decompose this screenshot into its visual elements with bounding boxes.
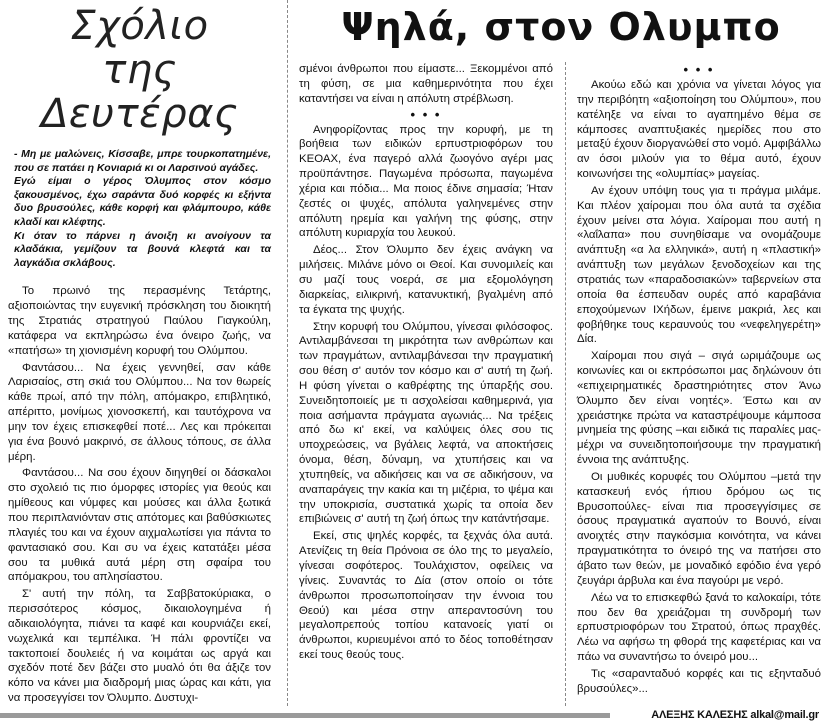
article-body <box>577 78 821 697</box>
paragraph: Χαίρομαι που σιγά – σιγά ωριμάζουμε ως κοινωνίες και οι εκπρόσωποι μας δηλώνουν ότι «επιχειρηματικές δραστηριότητες στον Άνω Όλυμπο δεν είναι νοητές». Έστω και αν χρειάστηκε πρώτα να καταστρέψουμε κάμποσα μνημεία της φύσης –και ειδικά τις παραλίες μας- μέχρι να συνειδητοποιήσουμε την πραγματική έννοια της ανάπτυξης. <box>577 350 821 467</box>
paragraph: Αν έχουν υπόψη τους για τι πράγμα μιλάμε. Και πλέον χαίρομαι που όλα αυτά τα σχέδια έχουν μείνει στα λόγια. Χαίρομαι που αυτή η «λαΐλαπα» που συνηθίσαμε να ονομάζουμε ανάπτυξη «α λα ελληνικά», αυτή η «πλαστική» ανάπτυξη των μεγάλων ξενοδοχείων και της στρατιάς των «παραδοσιακών» ταβερνείων στα οποία θα έσπευδαν ουρές από καραβάνια εποχούμενων ΙΧήδων, έμεινε μακριά, λες και φοβήθηκε τους κεραυνούς του «νεφεληγερέτη» Δία. <box>577 184 821 346</box>
column-divider <box>565 62 566 706</box>
article-headline: Ψηλά, στον Ολυμπο <box>341 5 781 49</box>
paragraph: Τις «σαρανταδυό κορφές και τις εξηνταδυό βρυσούλες»... <box>577 667 821 695</box>
column-left <box>0 0 277 708</box>
column-kicker <box>8 4 271 136</box>
paragraph: σμένοι άνθρωποι που είμαστε... Ξεκομμένοι από τη φύση, σε μια καθημερινότητα που έχει καταντήσει να είναι η απόλυτη στρέβλωση. <box>299 63 553 105</box>
article-body <box>8 284 271 706</box>
kicker-line: της Δευτέρας <box>40 47 239 137</box>
quote-line: Κι όταν το πάρνει η άνοιξη κι ανοίγουν τα κλαδάκια, γεμίζουν τα βουνά κλεφτά και τα λαγκάδια σκλάβους. <box>14 229 271 269</box>
paragraph: Στην κορυφή του Ολύμπου, γίνεσαι φιλόσοφος. Αντιλαμβάνεσαι τη μικρότητα των ανθρώπων και των πραγμάτων, αντιλαμβάνεσαι την πραγματική σου θέση σ' αυτόν τον κόσμο και σ' αυτή τη ζωή. Η φύση γίνεται ο καθρέφτης της ύπαρξής σου. Συνειδητοποιείς με τι ασχολείσαι καθημερινά, για ποια ασήμαντα πράγματα αγωνιάς... Να τρέξεις από δω κι' εκεί, να καλύψεις όλες σου τις υποχρεώσεις, να βγάλεις λεφτά, να αποκτήσεις όνομα, θέση, δύναμη, να χτυπήσεις και να χτυπηθείς, να αδικήσεις και να σε αδικήσουν, να αναπαράγεις την κακία και τη μιζέρια, το ψέμα και την υποκρισία, συστατικά χωρίς τα οποία δεν επιβιώνεις σ' αυτή τη ζωή όπως την κατάντήσαμε. <box>299 320 553 526</box>
paragraph: Δέος... Στον Όλυμπο δεν έχεις ανάγκη να μιλήσεις. Μιλάνε μόνο οι Θεοί. Και συνομιλείς και συ μαζί τους νοερά, σε μια εξομολόγηση διαρκείας, ειλικρινή, κατανυκτική, βγαλμένη από τα έγκατα της ψυχής. <box>299 244 553 316</box>
epigraph-quote <box>14 148 271 270</box>
author-signature: ΑΛΕΞΗΣ ΚΑΛΕΣΗΣ alkal@mail.gr <box>651 709 819 721</box>
paragraph: Φαντάσου... Να σου έχουν διηγηθεί οι δάσκαλοι στο σχολειό τις πιο όμορφες ιστορίες για θεούς και ημίθεους και νύμφες και μούσες και άλλα ξωτικά που περιπλανιόνταν στις απότομες και βαθύσκιωτες πλαγιές του και να έχουν αιχμαλωτίσει για πάντα το φαντασιακό σου. Και συ να έχεις κατατάξει μέσα σου τα μυθικά αυτά μέρη στη σφαίρα του απόμακρου, του απλησίαστου. <box>8 467 271 584</box>
column-divider <box>287 0 288 706</box>
page-footer <box>0 708 825 722</box>
column-middle <box>297 62 555 665</box>
paragraph: Σ' αυτή την πόλη, τα Σαββατοκύριακα, ο περισσότερος κόσμος, δικαιολογημένα ή αδικαιολόγητα, πιάνει τα καφέ και κουρνιάζει εκεί, νωχελικά και τεμπέλικα. Ή πάλι φροντίζει να τακτοποιεί δουλειές ή να κοιμάται ως αργά και σχεδόν ποτέ δεν βάζει στο μυαλό ότι θα άξιζε τον κόπο να κάνει μια διαδρομή μιας ώρας και κάτι, για να προσεγγίσει τον Όλυμπο. Δυστυχι- <box>8 588 271 705</box>
paragraph: Φαντάσου... Να έχεις γεννηθεί, σαν κάθε Λαρισαίος, στη σκιά του Ολύμπου... Να τον θωρείς κάθε πρωί, από την πόλη, απόμακρο, επιβλητικό, απέριττο, μονίμως χιονοσκεπή, και ταυτόχρονα να μην τον έχεις επισκεφθεί ποτέ... Λες και πρόκειται για ένα βουνό μακρινό, σε άλλους τόπους, σε άλλα μέρη. <box>8 361 271 463</box>
footer-bar <box>0 713 610 718</box>
paragraph: Ακούω εδώ και χρόνια να γίνεται λόγος για την περιβόητη «αξιοποίηση του Ολύμπου», που κατέληξε να είναι το αγαπημένο θέμα σε κάμποσες αναπτυξιακές ημερίδες που στο μεταξύ έχουν διοργανώθεί στο νομό. Αμφιβάλλω αν όσοι μιλούν για το θέμα αυτό, έχουν κοινωνήσει της «ολυμπίας» μαγείας. <box>577 79 821 181</box>
paragraph: Λέω να το επισκεφθώ ξανά το καλοκαίρι, τότε που δεν θα χρειάζομαι τη συνδρομή των ερπυστριοφόρων του Στρατού, όπως πραχθές. Λέω να αφήσω τη φθορά της καφετέριας και να πάω να συναντήσω το όνειρό μου... <box>577 591 821 664</box>
section-separator: • • • <box>683 62 715 77</box>
section-separator: • • • <box>410 106 442 122</box>
quote-line: Εγώ είμαι ο γέρος Όλυμπος στον κόσμο ξακουσμένος, έχω σαράντα δυό κορφές κι εξήντα δυο βρυσούλες, κάθε κορφή και φλάμπουρο, κάθε κλαδί και κλέφτης. <box>14 175 271 228</box>
quote-line: - Μη με μαλώνεις, Κίσσαβε, μπρε τουρκοπατημένε, που σε πατάει η Κονιαριά κι οι Λαρσινού αγάδες. <box>14 148 271 174</box>
article-body <box>299 62 553 663</box>
paragraph: Ανηφορίζοντας προς την κορυφή, με τη βοήθεια των ειδικών ερπυστριοφόρων του ΚΕΟΑΧ, ένα παγερό αλλά ζωογόνο αγέρι μας προϋπάντησε. Παγωμένα πρόσωπα, παγωμένα χέρια και πόδια... Μα ποιος έδινε σημασία; Ήταν ζεστές οι ψυχές, απόλυτα γαληνεμένες στην απόλυτη ηρεμία και γαλήνη της φύσης, στην απόλυτη κυριαρχία του λευκού. <box>299 123 553 240</box>
column-right <box>575 64 825 699</box>
paragraph: Οι μυθικές κορυφές του Ολύμπου –μετά την κατασκευή ενός ήπιου δρόμου ως τις Βρυσοπούλες- είναι πια προσεγγίσιμες σε όσους πραγματικά αγαπούν το Βουνό, είναι ανοιχτές στην παγκόσμια κοινότητα, να κάνει πραγματικότητα το όνειρό της να πατήσει στο άβατο των θεών, με μοναδικό εφόδιο ένα γερό ζευγάρι άρβυλα και ένα παγούρι με νερό. <box>577 470 821 587</box>
kicker-line: Σχόλιο <box>70 3 209 49</box>
paragraph: Εκεί, στις ψηλές κορφές, τα ξεχνάς όλα αυτά. Ατενίζεις τη θεία Πρόνοια σε όλο της το μεγαλείο, γίνεσαι σοφότερος. Τουλάχιστον, οφείλεις να γίνεις. Συναντάς το Δία (στον οποίο οι τότε άνθρωποι προσωποποίησαν την έννοια του Θεού) και μέσα στην απεραντοσύνη του μεγαλοπρεπούς τοπίου κατανοείς γιατί οι άνθρωποι, κυριευμένοι από το δέος τοποθέτησαν εκεί τους θεούς τους. <box>299 530 553 662</box>
paragraph: Το πρωινό της περασμένης Τετάρτης, αξιοποιώντας την ευγενική πρόσκληση του διοικητή της Στρατιάς στρατηγού Παύλου Γιαγκούλη, κατάφερα να εκπληρώσω ένα όνειρο ζωής, να «πατήσω» τη χιονισμένη κορυφή του Ολύμπου. <box>8 285 271 357</box>
